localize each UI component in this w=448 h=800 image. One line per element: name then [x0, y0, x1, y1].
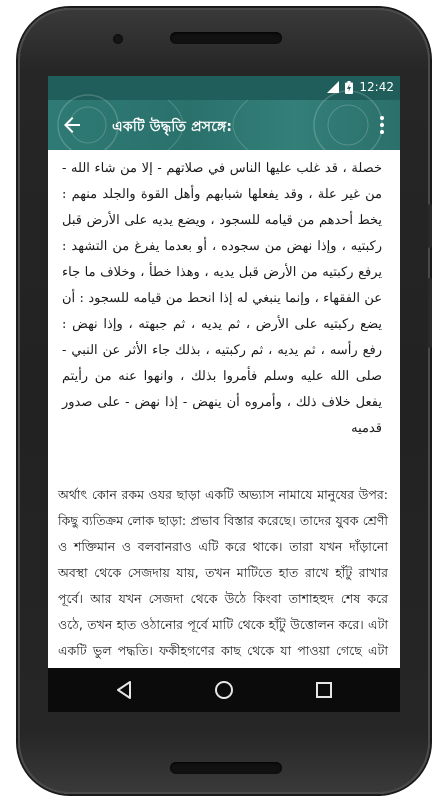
- more-vert-icon[interactable]: [374, 113, 390, 137]
- home-circle-icon[interactable]: [212, 678, 236, 702]
- arabic-quote: خصلة ، قد غلب عليها الناس في صلاتهم - إلا من شاء الله - من غير علة ، وقد يفعلها شبابهم وأهل القوة والجلد منهم : يخط أحدهم من قيامه للسجود ، ويضع يديه على الأرض قبل ركبتيه ، وإذا نهض من سجوده ، أو بعدما يفرغ من التشهد : يرفع ركبتيه من الأرض قبل يديه ، وهذا خطأ ، وخلاف ما جاء عن الفقهاء ، وإنما ينبغي له إذا انحط من قيامه للسجود : أن يضع ركبتيه على الأرض ، ثم يديه ، ثم جبهته ، وإذا نهض : رفع رأسه ، ثم يديه ، ثم ركبتيه ، بذلك جاء الأثر عن النبي - صلى الله عليه وسلم فأمروا بذلك ، وانهوا عنه من رأيتم يفعل خلاف ذلك ، وأمروه أن ينهض - إذا نهض - على صدور قدميه: [62, 161, 382, 436]
- bottom-speaker: [170, 762, 282, 774]
- signal-icon: [327, 81, 339, 93]
- app-bar: [48, 100, 400, 150]
- bangla-translation: অর্থাৎ কোন রকম ওযর ছাড়া একটি অভ্যাস নামাযে মানুষের উপর: কিছু ব্যতিক্রম লোক ছাড়া: প্রভাব বিস্তার করেছে। তাদের যুবক শ্রেণী ও শক্তিমান ও বলবানরাও এটি করে থাকে। তারা যখন দাঁড়ানো অবস্থা থেকে সেজদায় যায়, তখন মাটিতে হাত রাখে হাঁটু রাখার পূর্বে। আর যখন সেজদা থেকে উঠে কিংবা তাশাহহুদ শেষ করে ওঠে, তখন হাত ওঠানোর পূর্বে মাটি থেকে হাঁটু উত্তোলন করে। এটা একটি ভুল পদ্ধতি। ফকীহগণের কাছ থেকে যা পাওয়া গেছে এটা: [58, 487, 388, 658]
- front-camera: [113, 34, 123, 44]
- back-triangle-icon[interactable]: [112, 678, 136, 702]
- status-bar: [48, 76, 400, 100]
- earpiece-speaker: [170, 32, 282, 44]
- status-time: 12:42: [359, 80, 394, 94]
- recents-square-icon[interactable]: [312, 678, 336, 702]
- volume-button: [428, 278, 432, 348]
- arrow-back-icon[interactable]: [60, 113, 84, 137]
- navigation-bar: [48, 668, 400, 712]
- screen: [48, 76, 400, 712]
- page-title: একটি উদ্ধৃতি প্রসঙ্গে:: [112, 119, 233, 135]
- power-button: [428, 204, 432, 248]
- article-content[interactable]: [48, 150, 400, 668]
